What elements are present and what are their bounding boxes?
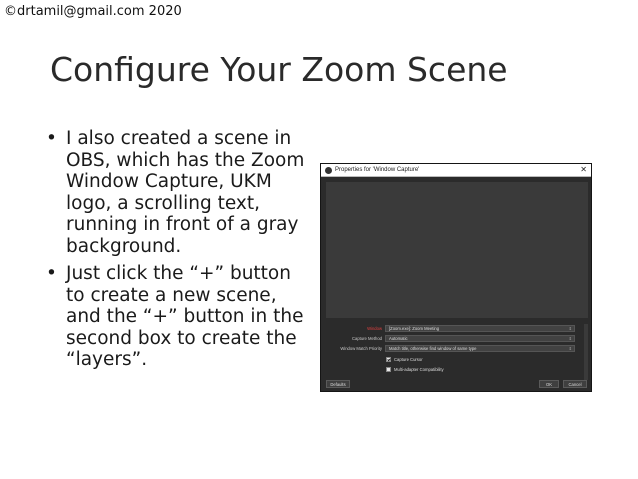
match-priority-select[interactable] [385, 345, 575, 352]
capture-preview [326, 182, 588, 318]
property-row-capture-method [326, 334, 584, 342]
bullet-icon: • [46, 128, 57, 149]
checkbox-label: Multi-adapter Compatibility [394, 366, 444, 372]
properties-panel [326, 324, 584, 380]
obs-app-icon [325, 167, 332, 174]
multi-adapter-checkbox[interactable] [386, 367, 391, 372]
chevron-updown-icon: ⇕ [568, 335, 572, 341]
bullet-text: Just click the “+” button to create a new scene, and the “+” button in the second box to create the “layers”. [66, 263, 304, 370]
dialog-title: Properties for 'Window Capture' [335, 167, 420, 173]
select-value: Match title, otherwise find window of same type [389, 345, 477, 351]
close-icon[interactable]: ✕ [580, 165, 587, 174]
property-label: Window [367, 325, 382, 331]
property-row-window [326, 324, 584, 332]
slide-title: Configure Your Zoom Scene [50, 50, 508, 89]
copyright-text: ©drtamil@gmail.com 2020 [4, 4, 182, 19]
cancel-button[interactable]: Cancel [563, 380, 587, 388]
property-label: Capture Method [351, 335, 382, 341]
bullet-item [44, 128, 312, 257]
capture-cursor-checkbox[interactable] [386, 357, 391, 362]
property-row-match-priority [326, 344, 584, 352]
chevron-updown-icon: ⇕ [568, 345, 572, 351]
select-value: Automatic [389, 335, 408, 341]
checkbox-label: Capture Cursor [394, 356, 423, 362]
select-value: [Zoom.exe]: Zoom Meeting [389, 325, 440, 331]
bullet-icon: • [46, 263, 57, 284]
ok-button[interactable]: OK [539, 380, 559, 388]
bullet-text: I also created a scene in OBS, which has the Zoom Window Capture, UKM logo, a scrolling text, running in front of a gray background. [66, 128, 305, 257]
defaults-button[interactable]: Defaults [326, 380, 350, 388]
obs-properties-dialog [320, 163, 592, 392]
window-select[interactable] [385, 325, 575, 332]
property-label: Window Match Priority [340, 345, 382, 351]
capture-cursor-checkbox-row[interactable] [386, 355, 423, 363]
bullet-item [44, 263, 312, 371]
bullet-list [44, 128, 312, 377]
multi-adapter-checkbox-row[interactable] [386, 365, 444, 373]
dialog-titlebar[interactable] [321, 164, 591, 177]
chevron-updown-icon: ⇕ [568, 325, 572, 331]
properties-scrollbar[interactable] [584, 324, 588, 380]
capture-method-select[interactable] [385, 335, 575, 342]
